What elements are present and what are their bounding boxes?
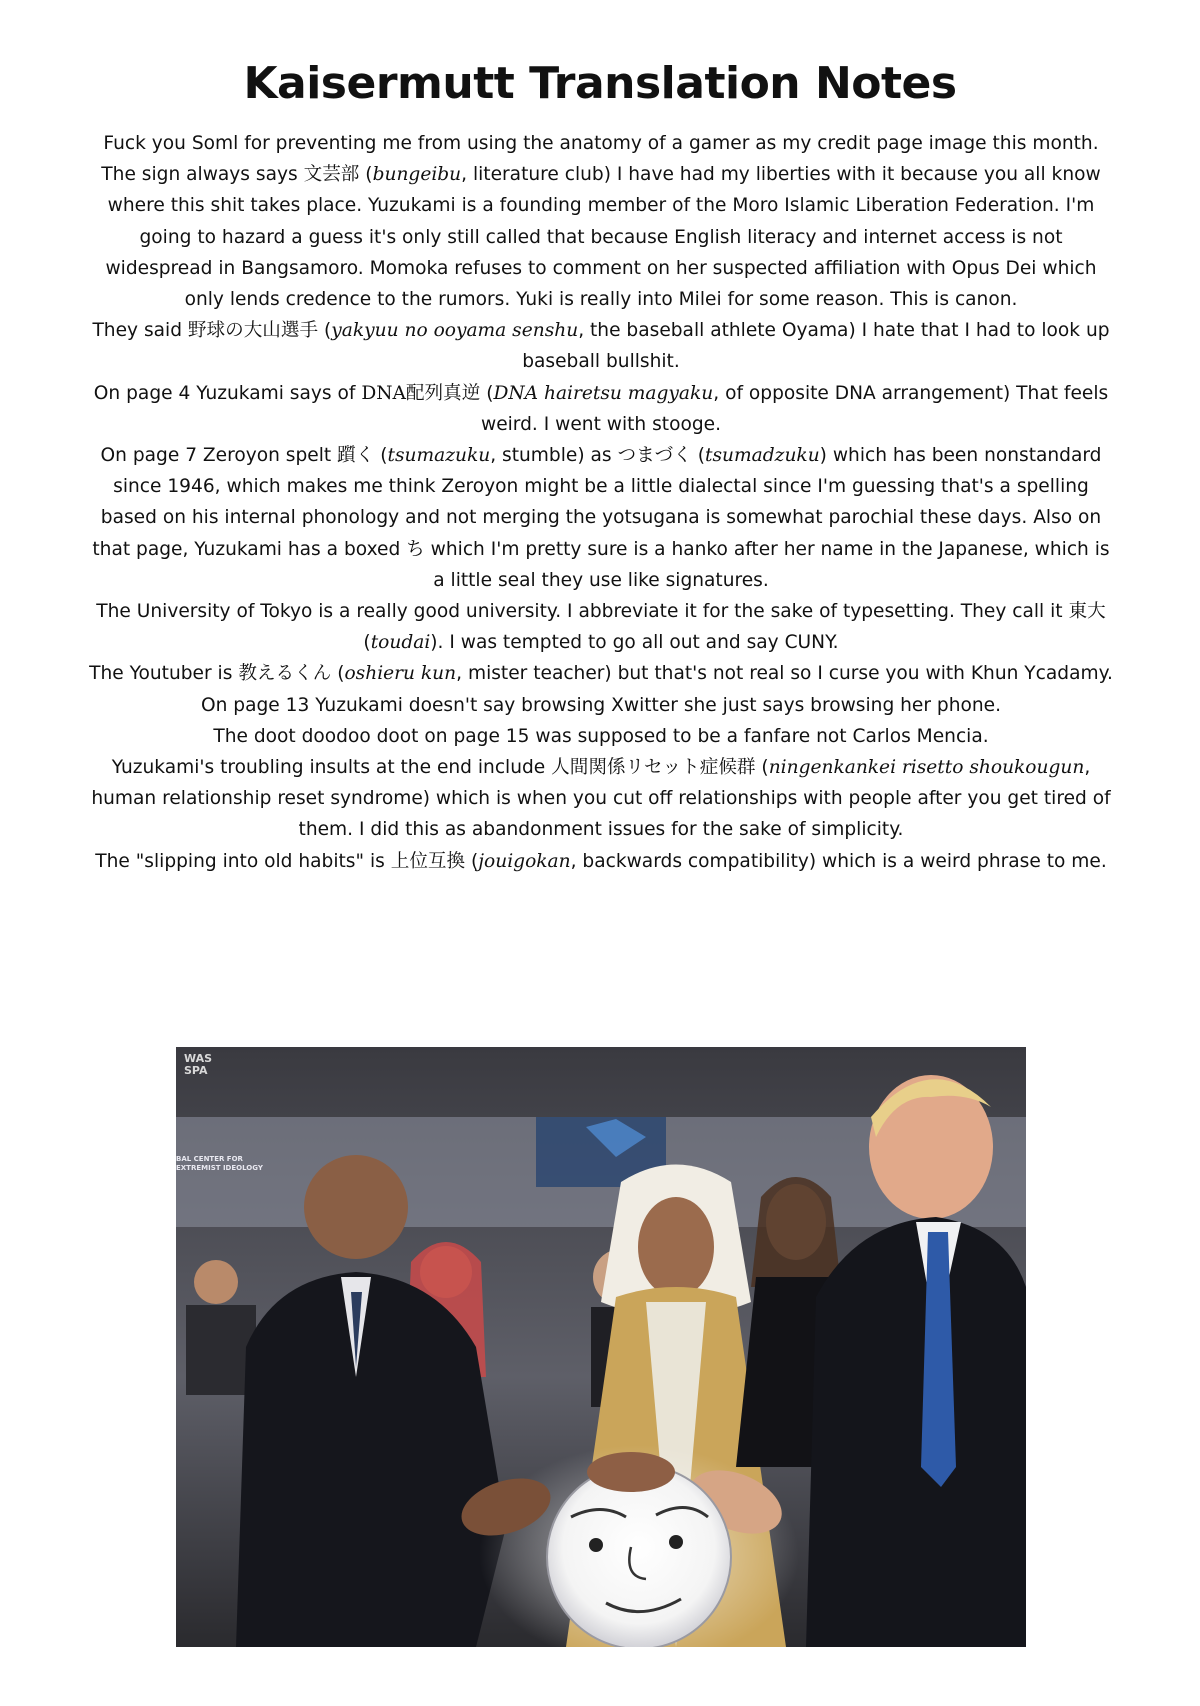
note-text: The sign always says xyxy=(101,164,304,186)
photo-illustration xyxy=(176,1047,1026,1647)
orb-eye-right xyxy=(669,1535,683,1549)
note-paragraph xyxy=(86,159,1116,315)
japanese-term: 人間関係リセット症候群 xyxy=(551,757,756,779)
note-text: which I'm pretty sure is a hanko after her name in the Japanese, which is a little seal they use like signatures. xyxy=(424,538,1110,591)
note-paragraph xyxy=(86,440,1116,596)
note-paragraph xyxy=(86,315,1116,377)
japanese-term: 上位互換 xyxy=(390,850,466,872)
note-text: , mister teacher) but that's not real so I curse you with Khun Ycadamy. xyxy=(456,663,1113,685)
note-text: Yuzukami's troubling insults at the end include xyxy=(111,757,552,779)
note-text: ( xyxy=(755,757,769,779)
note-text: ( xyxy=(331,663,345,685)
meme-photo xyxy=(176,1047,1026,1647)
note-text: The University of Tokyo is a really good university. I abbreviate it for the sake of typesetting. They call it xyxy=(96,601,1069,623)
romanization: tsumazuku xyxy=(387,445,491,467)
note-text: They said xyxy=(92,320,188,342)
japanese-term: 野球の大山選手 xyxy=(187,320,319,342)
note-text: The doot doodoo doot on page 15 was supposed to be a fanfare not Carlos Mencia. xyxy=(213,725,989,747)
romanization: jouigokan xyxy=(478,850,571,872)
note-text: On page 4 Yuzukami says of xyxy=(93,382,362,404)
romanization: tsumadzuku xyxy=(705,445,820,467)
note-text: , literature club) I have had my liberties with it because you all know where this shit takes place. Yuzukami is a founding member of the Moro Islamic Liberation Federation. I'm going to hazard a guess it's only still called that because English literacy and internet access is not widespread in Bangsamoro. Momoka refuses to comment on her suspected affiliation with Opus Dei which only lends credence to the rumors. Yuki is really into Milei for some reason. This is canon. xyxy=(105,164,1101,311)
note-paragraph xyxy=(86,128,1116,159)
note-text: On page 13 Yuzukami doesn't say browsing Xwitter she just says browsing her phone. xyxy=(200,694,1002,716)
romanization: DNA hairetsu magyaku xyxy=(493,382,714,404)
japanese-term: DNA配列真逆 xyxy=(361,382,481,404)
banner-text: BAL CENTER FOR EXTREMIST IDEOLOGY xyxy=(176,1155,263,1172)
orb-eye-left xyxy=(589,1538,603,1552)
note-text: ( xyxy=(480,382,494,404)
translation-notes xyxy=(86,128,1116,877)
page-title: Kaisermutt Translation Notes xyxy=(243,58,957,109)
note-text: , stumble) as xyxy=(490,445,618,467)
note-text: ). I was tempted to go all out and say CUNY. xyxy=(430,632,839,654)
note-paragraph xyxy=(86,378,1116,440)
note-paragraph xyxy=(86,721,1116,752)
figure-left-head xyxy=(304,1155,408,1259)
note-paragraph xyxy=(86,596,1116,658)
glowing-orb xyxy=(547,1465,731,1647)
figure-right-suit xyxy=(806,1217,1026,1647)
romanization: yakyuu no ooyama senshu xyxy=(331,320,579,342)
romanization: toudai xyxy=(370,632,431,654)
note-paragraph xyxy=(86,658,1116,689)
note-text: ( xyxy=(374,445,388,467)
note-text: On page 7 Zeroyon spelt xyxy=(100,445,338,467)
japanese-term: 躓く xyxy=(337,445,375,467)
note-text: ( xyxy=(691,445,706,467)
note-text: ( xyxy=(318,320,332,342)
japanese-term: つまづく xyxy=(617,445,692,467)
note-text: ( xyxy=(465,850,479,872)
note-text: ) which has been nonstandard since 1946, which makes me think Zeroyon might be a little dialectal since I'm guessing that's a spelling based on his internal phonology and not merging the yotsugana is somewhat parochial these days. Also on that page, Yuzukami has a boxed xyxy=(92,445,1102,560)
note-text: , human relationship reset syndrome) which is when you cut off relationships with people after you get tired of them. I did this as abandonment issues for the sake of simplicity. xyxy=(91,757,1111,841)
note-text: , of opposite DNA arrangement) That feels weird. I went with stooge. xyxy=(480,382,1109,435)
hand-centre xyxy=(587,1452,675,1492)
romanization: ningenkankei risetto shoukougun xyxy=(768,757,1085,779)
note-text: , the baseball athlete Oyama) I hate that I had to look up baseball bullshit. xyxy=(522,320,1110,373)
note-text: The Youtuber is xyxy=(89,663,239,685)
japanese-term: ち xyxy=(406,538,425,560)
note-text: Fuck you Soml for preventing me from using the anatomy of a gamer as my credit page image this month. xyxy=(103,133,1099,154)
note-text: The "slipping into old habits" is xyxy=(95,850,391,872)
japanese-term: 東大 xyxy=(1068,601,1106,623)
note-text: ( xyxy=(359,164,373,186)
photo-watermark: WAS SPA xyxy=(184,1052,213,1077)
japanese-term: 教えるくん xyxy=(238,663,332,685)
japanese-term: 文芸部 xyxy=(303,164,360,186)
note-paragraph xyxy=(86,752,1116,846)
romanization: bungeibu xyxy=(372,164,462,186)
note-paragraph xyxy=(86,846,1116,877)
note-paragraph xyxy=(86,690,1116,721)
note-text: , backwards compatibility) which is a weird phrase to me. xyxy=(570,850,1107,872)
attendee-left xyxy=(194,1260,238,1304)
note-text: ( xyxy=(363,632,371,654)
romanization: oshieru kun xyxy=(344,663,457,685)
